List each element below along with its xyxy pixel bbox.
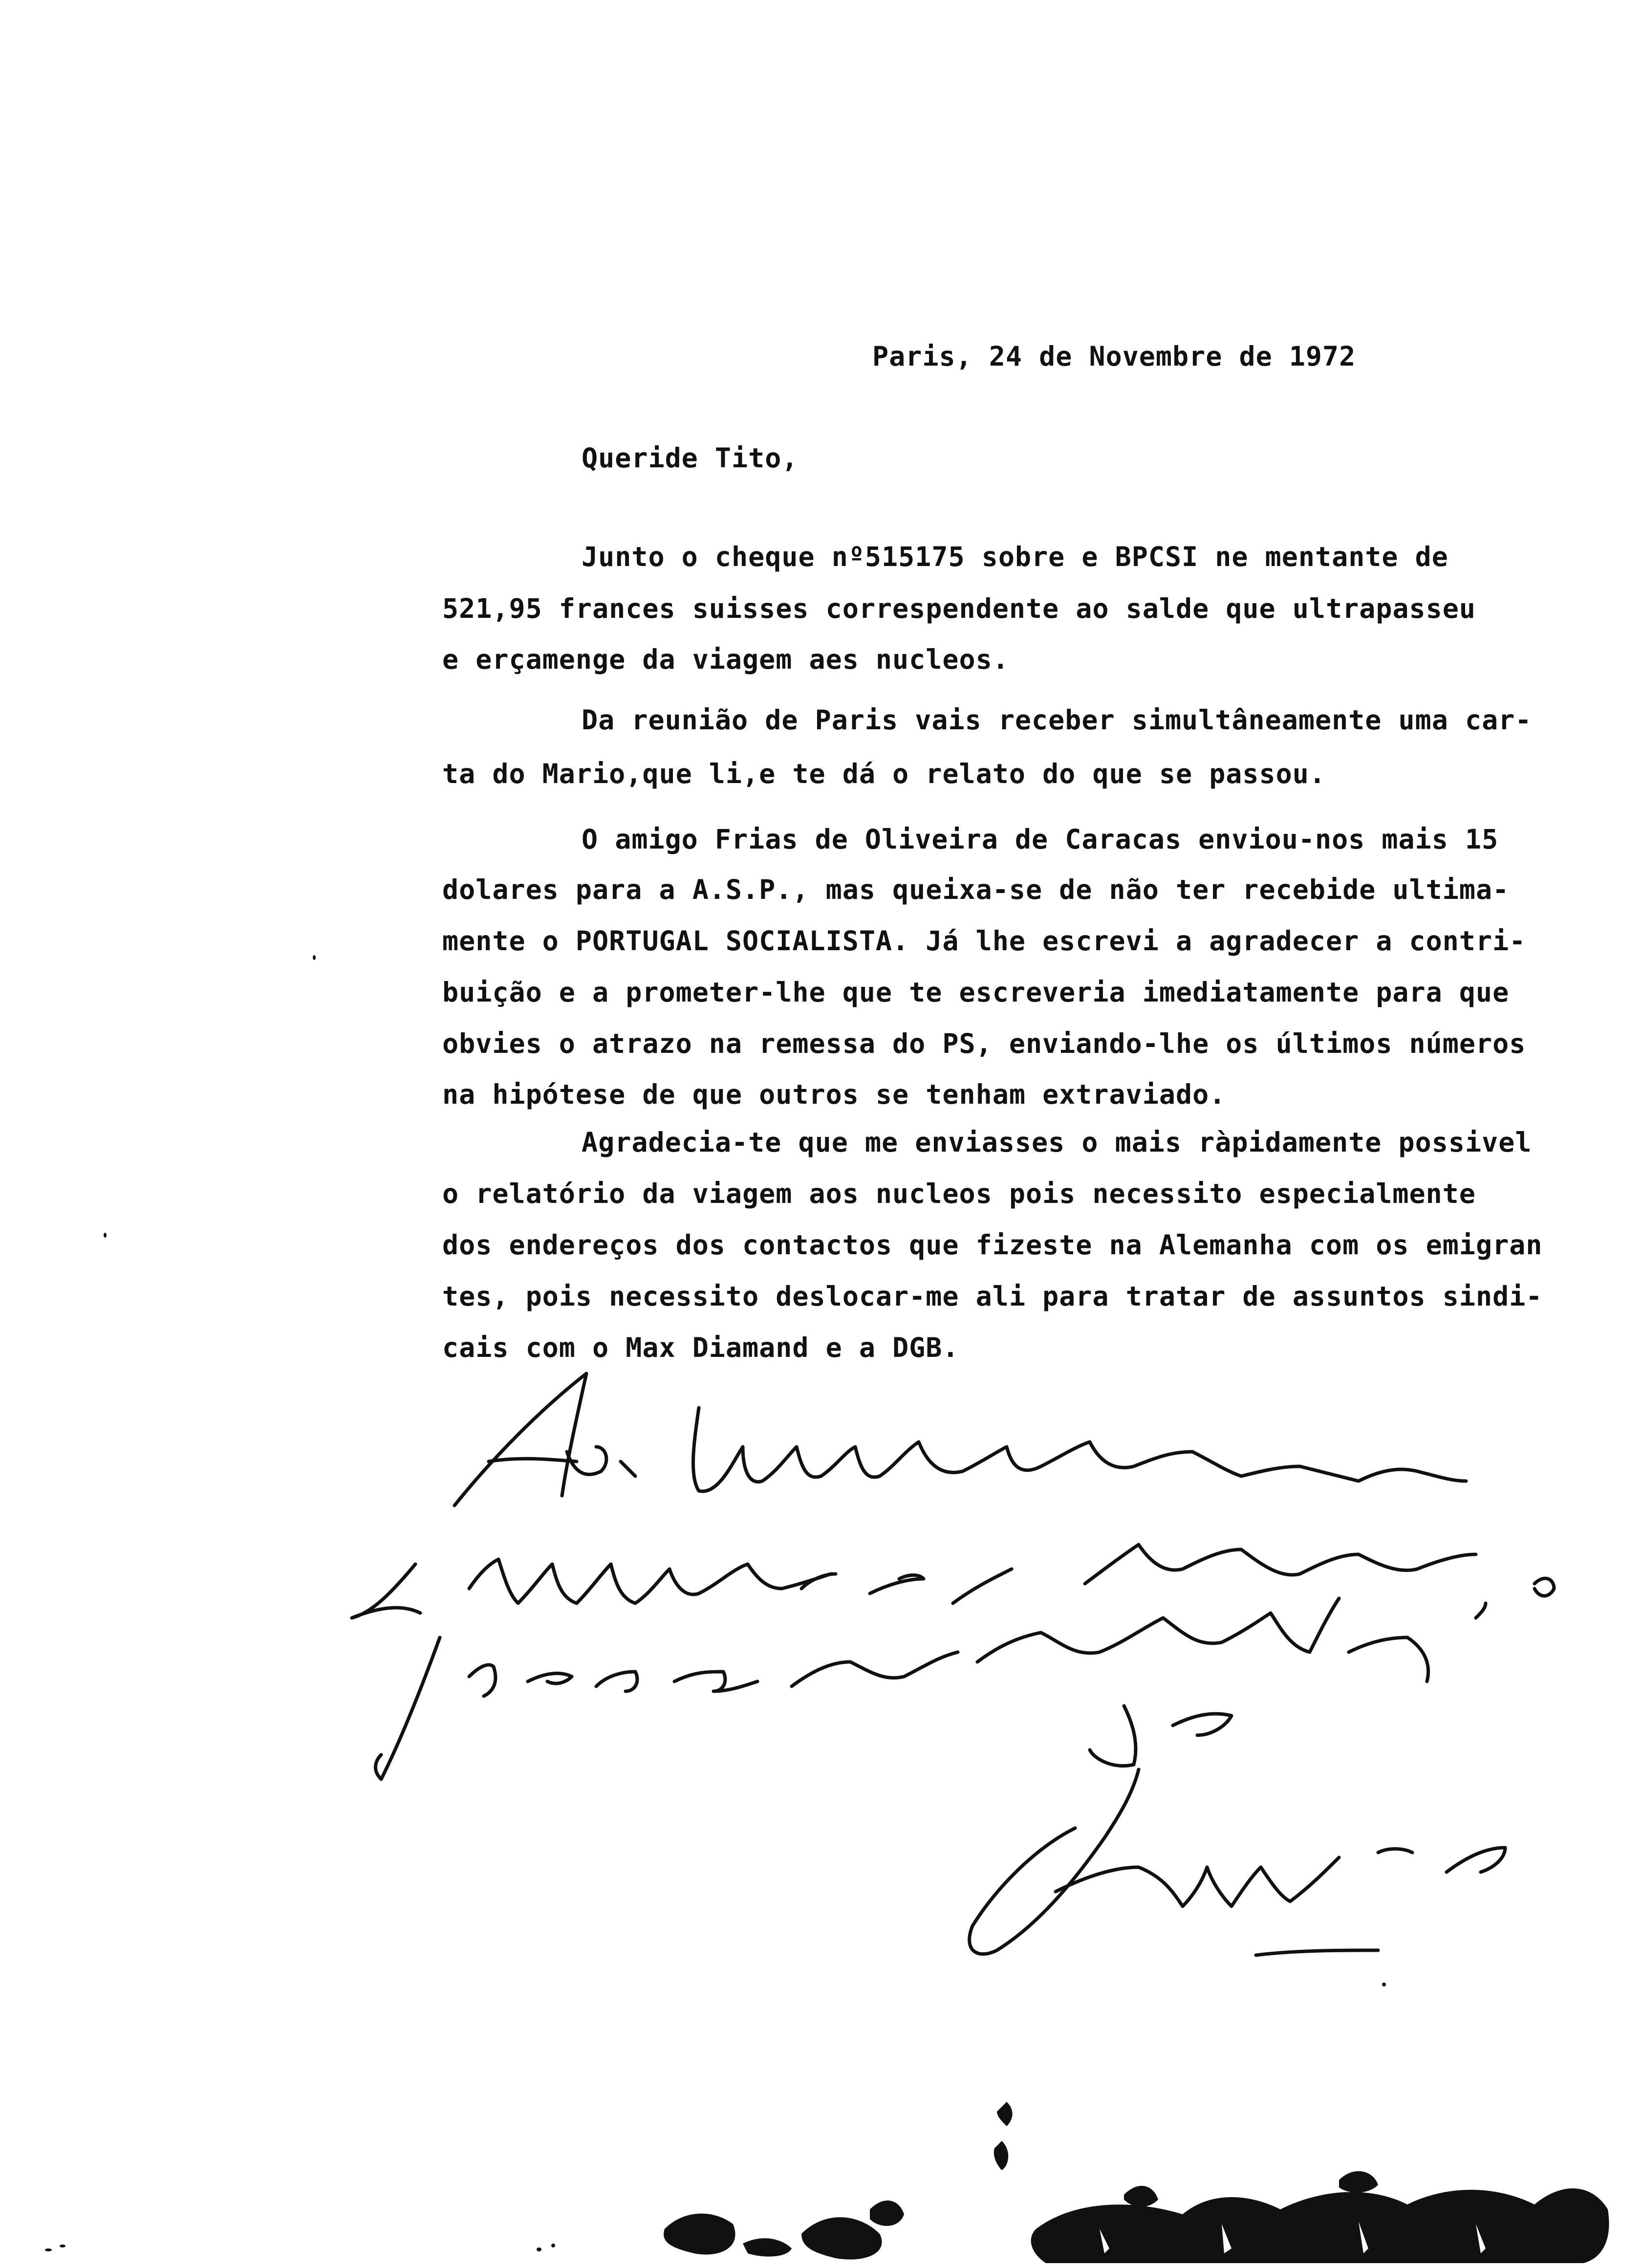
scan-speck <box>104 1233 107 1238</box>
scan-speck <box>60 2245 65 2247</box>
scan-speck <box>45 2248 52 2251</box>
paragraph-line: na hipótese de que outros se tenham extraviado. <box>442 1079 1226 1110</box>
paragraph-line: buição e a prometer-lhe que te escreveria imediatamente para que <box>442 977 1510 1008</box>
scan-speck <box>537 2247 541 2251</box>
paragraph-line: mente o PORTUGAL SOCIALISTA. Já lhe escrevi a agradecer a contri- <box>442 925 1526 957</box>
paragraph-line: obvies o atrazo na remessa do PS, enviando-lhe os últimos números <box>442 1028 1526 1059</box>
paragraph-line: e erçamenge da viagem aes nucleos. <box>442 644 1009 675</box>
paragraph-line: 521,95 frances suisses correspendente ao salde que ultrapasseu <box>442 593 1476 624</box>
paragraph-line: cais com o Max Diamand e a DGB. <box>442 1332 959 1363</box>
paragraph-line: Junto o cheque nº515175 sobre e BPCSI ne mentante de <box>582 541 1448 572</box>
paragraph-line: ta do Mario,que li,e te dá o relato do que se passou. <box>442 758 1326 789</box>
scan-speck <box>551 2244 555 2247</box>
paragraph-line: Da reunião de Paris vais receber simultâneamente uma car- <box>582 704 1532 736</box>
paragraph-line: tes, pois necessito deslocar-me ali para tratar de assuntos sindi- <box>442 1281 1543 1312</box>
paragraph-line: dos endereços dos contactos que fizeste na Alemanha com os emigran <box>442 1229 1543 1261</box>
paragraph-line: dolares para a A.S.P., mas queixa-se de não ter recebide ultima- <box>442 874 1510 905</box>
date-line: Paris, 24 de Novembre de 1972 <box>872 341 1356 372</box>
paragraph-line: o relatório da viagem aos nucleos pois necessito especialmente <box>442 1178 1476 1209</box>
scan-speck <box>313 955 316 960</box>
paragraph-line: Agradecia-te que me enviasses o mais ràpidamente possivel <box>582 1127 1532 1158</box>
paragraph-line: O amigo Frias de Oliveira de Caracas enviou-nos mais 15 <box>582 824 1499 855</box>
salutation: Queride Tito, <box>582 442 799 474</box>
